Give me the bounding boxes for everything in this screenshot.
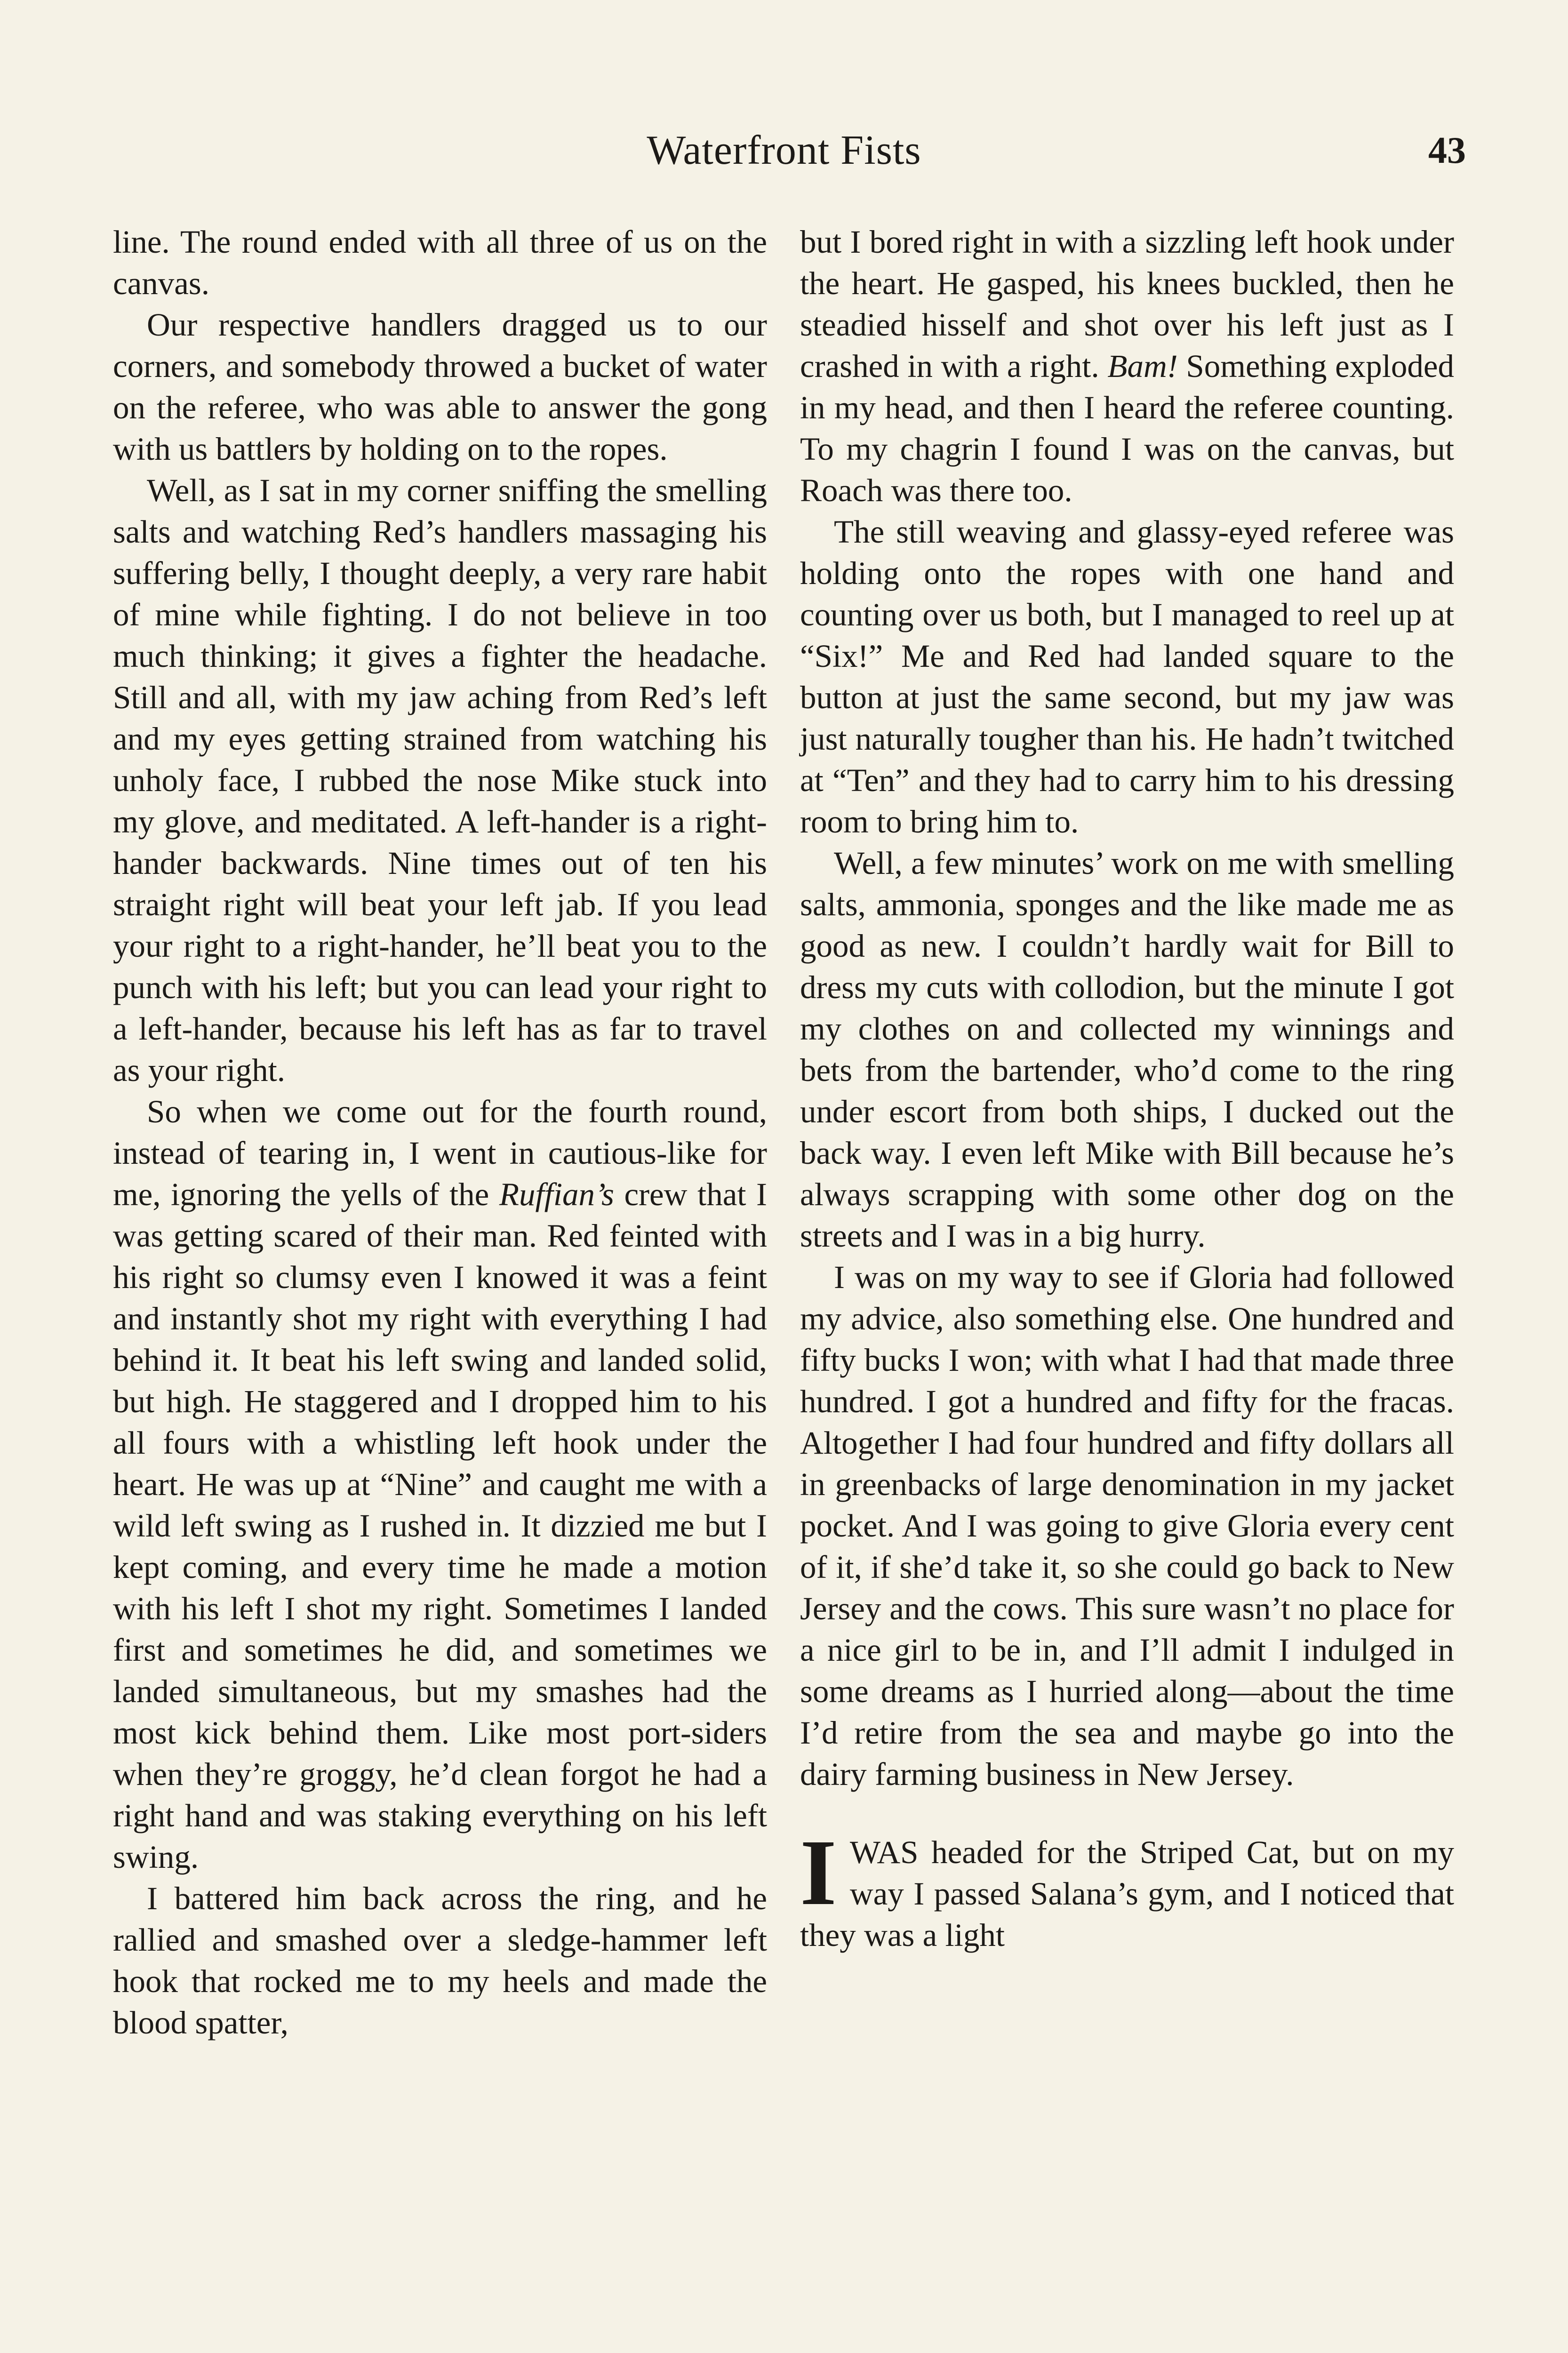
section-start-paragraph: [800, 1821, 1454, 1956]
running-title: Waterfront Fists: [647, 128, 921, 173]
paragraph: Well, a few minutes’ work on me with smelling salts, ammonia, sponges and the like made me as good as new. I couldn’t hardly wait for Bill to dress my cuts with collodion, but the minute I got my clothes on and collected my winnings and bets from the bartender, who’d come to the ring under escort from both ships, I ducked out the back way. I even left Mike with Bill because he’s always scrapping with some other dog on the streets and I was in a big hurry.: [800, 845, 1454, 1254]
left-column: [113, 221, 767, 2043]
page-number: 43: [1428, 130, 1466, 171]
right-column: [800, 221, 1454, 1956]
paragraph: Our respective handlers dragged us to our corners, and somebody throwed a bucket of water on the referee, who was able to answer the gong with us battlers by holding on to the ropes.: [113, 307, 767, 467]
paragraph: The still weaving and glassy-eyed referee was holding onto the ropes with one hand and counting over us both, but I managed to reel up at “Six!” Me and Red had landed square to the button at just the same second, but my jaw was just naturally tougher than his. He hadn’t twitched at “Ten” and they had to carry him to his dressing room to bring him to.: [800, 514, 1454, 840]
paragraph: [113, 1091, 767, 1878]
paragraph: I battered him back across the ring, and he rallied and smashed over a sledge-hammer left hook that rocked me to my heels and made the blood spatter,: [113, 1881, 767, 2041]
sound-effect-italic: Bam!: [1107, 348, 1178, 384]
paragraph-text: Something exploded in my head, and then I heard the referee counting. To my chagrin I found I was on the canvas, but Roach was there too.: [800, 348, 1454, 508]
paragraph-text: WAS headed for the Striped Cat, but on my way I passed Salana’s gym, and I noticed that they was a light: [800, 1834, 1454, 1953]
ship-name-italic: Ruffian’s: [499, 1176, 614, 1212]
paragraph-text: crew that I was getting scared of their man. Red feinted with his right so clumsy even I knowed it was a feint and instantly shot my right with everything I had behind it. It beat his left swing and landed solid, but high. He staggered and I dropped him to his all fours with a whistling left hook under the heart. He was up at “Nine” and caught me with a wild left swing as I rushed in. It dizzied me but I kept coming, and every time he made a motion with his left I shot my right. Sometimes I landed first and sometimes he did, and sometimes we landed simultaneous, but my smashes had the most kick behind them. Like most port-siders when they’re groggy, he’d clean forgot he had a right hand and was staking everything on his left swing.: [113, 1176, 767, 1875]
paragraph: Well, as I sat in my corner sniffing the smelling salts and watching Red’s handlers massaging his suffering belly, I thought deeply, a very rare habit of mine while fighting. I do not believe in too much thinking; it gives a fighter the headache. Still and all, with my jaw aching from Red’s left and my eyes getting strained from watching his unholy face, I rubbed the nose Mike stuck into my glove, and meditated. A left-hander is a right-hander backwards. Nine times out of ten his straight right will beat your left jab. If you lead your right to a right-hander, he’ll beat you to the punch with his left; but you can lead your right to a left-hander, because his left has as far to travel as your right.: [113, 472, 767, 1088]
paragraph: [800, 221, 1454, 511]
drop-cap: I: [800, 1821, 837, 1925]
paragraph: I was on my way to see if Gloria had followed my advice, also something else. One hundred and fifty bucks I won; with what I had that made three hundred. I got a hundred and fifty for the fracas. Altogether I had four hundred and fifty dollars all in greenbacks of large denomination in my jacket pocket. And I was going to give Gloria every cent of it, if she’d take it, so she could go back to New Jersey and the cows. This sure wasn’t no place for a nice girl to be in, and I’ll admit I indulged in some dreams as I hurried along—about the time I’d retire from the sea and maybe go into the dairy farming business in New Jersey.: [800, 1259, 1454, 1792]
paragraph-text: but I bored right in with a sizzling left hook under the heart. He gasped, his knees buckled, then he steadied hisself and shot over his left just as I crashed in with a right.: [800, 224, 1454, 384]
paragraph: line. The round ended with all three of us on the canvas.: [113, 224, 767, 301]
paragraph-text: So when we come out for the fourth round, instead of tearing in, I went in cautious-like for me, ignoring the yells of the: [113, 1094, 767, 1212]
